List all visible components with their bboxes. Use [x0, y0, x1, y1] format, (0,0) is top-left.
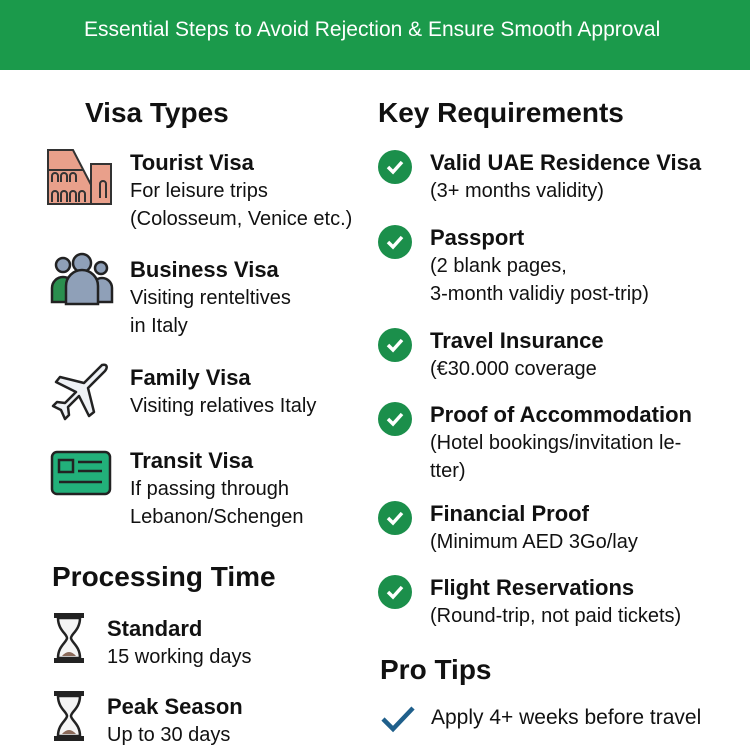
processing-title: Standard: [107, 616, 203, 641]
visa-title: Business Visa: [130, 257, 279, 282]
visa-type-tourist: [130, 148, 352, 233]
processing-title: Peak Season: [107, 694, 243, 719]
processing-desc: Up to 30 days: [107, 724, 231, 746]
pro-tips-heading: Pro Tips: [380, 654, 492, 685]
check-circle-icon: [378, 575, 412, 609]
requirement-item: [430, 223, 649, 308]
visa-desc: Visiting renteltives in Italy: [130, 287, 291, 337]
requirement-desc: (2 blank pages, 3-month validiy post-trip): [430, 255, 649, 305]
hourglass-icon: [52, 690, 86, 742]
requirement-title: Financial Proof: [430, 501, 589, 526]
visa-title: Family Visa: [130, 365, 251, 390]
requirement-desc: (€30.000 coverage: [430, 358, 597, 380]
pro-tip-item: Apply 4+ weeks before travel: [431, 706, 702, 729]
airplane-icon: [50, 362, 110, 422]
visa-title: Transit Visa: [130, 448, 254, 473]
requirement-title: Flight Reservations: [430, 575, 635, 600]
check-circle-icon: [378, 402, 412, 436]
processing-peak-season: [107, 692, 243, 749]
requirement-desc: (Minimum AED 3Go/lay: [430, 531, 638, 553]
processing-time-heading: Processing Time: [52, 561, 276, 592]
processing-desc: 15 working days: [107, 646, 252, 668]
requirement-title: Travel Insurance: [430, 328, 604, 353]
requirement-title: Passport: [430, 225, 525, 250]
visa-desc: For leisure trips (Colosseum, Venice etc.): [130, 180, 353, 230]
header-banner: [0, 0, 750, 70]
requirement-desc: (Hotel bookings/invitation le- tter): [430, 432, 682, 482]
key-requirements-heading: Key Requirements: [378, 97, 624, 128]
id-card-icon: [50, 450, 112, 498]
visa-types-heading: Visa Types: [85, 97, 229, 128]
requirement-desc: (3+ months validity): [430, 180, 604, 202]
requirement-title: Valid UAE Residence Visa: [430, 150, 702, 175]
visa-type-family: [130, 363, 316, 420]
visa-type-business: [130, 255, 291, 340]
processing-standard: [107, 614, 252, 671]
visa-desc: Visiting relatives Italy: [130, 395, 317, 417]
check-circle-icon: [378, 328, 412, 362]
checkmark-icon: [380, 705, 416, 733]
requirement-item: [430, 400, 692, 485]
visa-type-transit: [130, 446, 304, 531]
check-circle-icon: [378, 150, 412, 184]
header-title: Essential Steps to Avoid Rejection & Ensure Smooth Approval: [84, 18, 661, 41]
requirement-desc: (Round-trip, not paid tickets): [430, 605, 682, 627]
requirement-item: [430, 499, 638, 556]
visa-title: Tourist Visa: [130, 150, 254, 175]
check-circle-icon: [378, 225, 412, 259]
requirement-title: Proof of Accommodation: [430, 402, 692, 427]
requirement-item: [430, 148, 701, 205]
requirement-item: [430, 326, 604, 383]
people-group-icon: [50, 252, 116, 306]
hourglass-icon: [52, 612, 86, 664]
colosseum-icon: [47, 148, 113, 206]
visa-desc: If passing through Lebanon/Schengen: [130, 478, 304, 528]
requirement-item: [430, 573, 681, 630]
check-circle-icon: [378, 501, 412, 535]
